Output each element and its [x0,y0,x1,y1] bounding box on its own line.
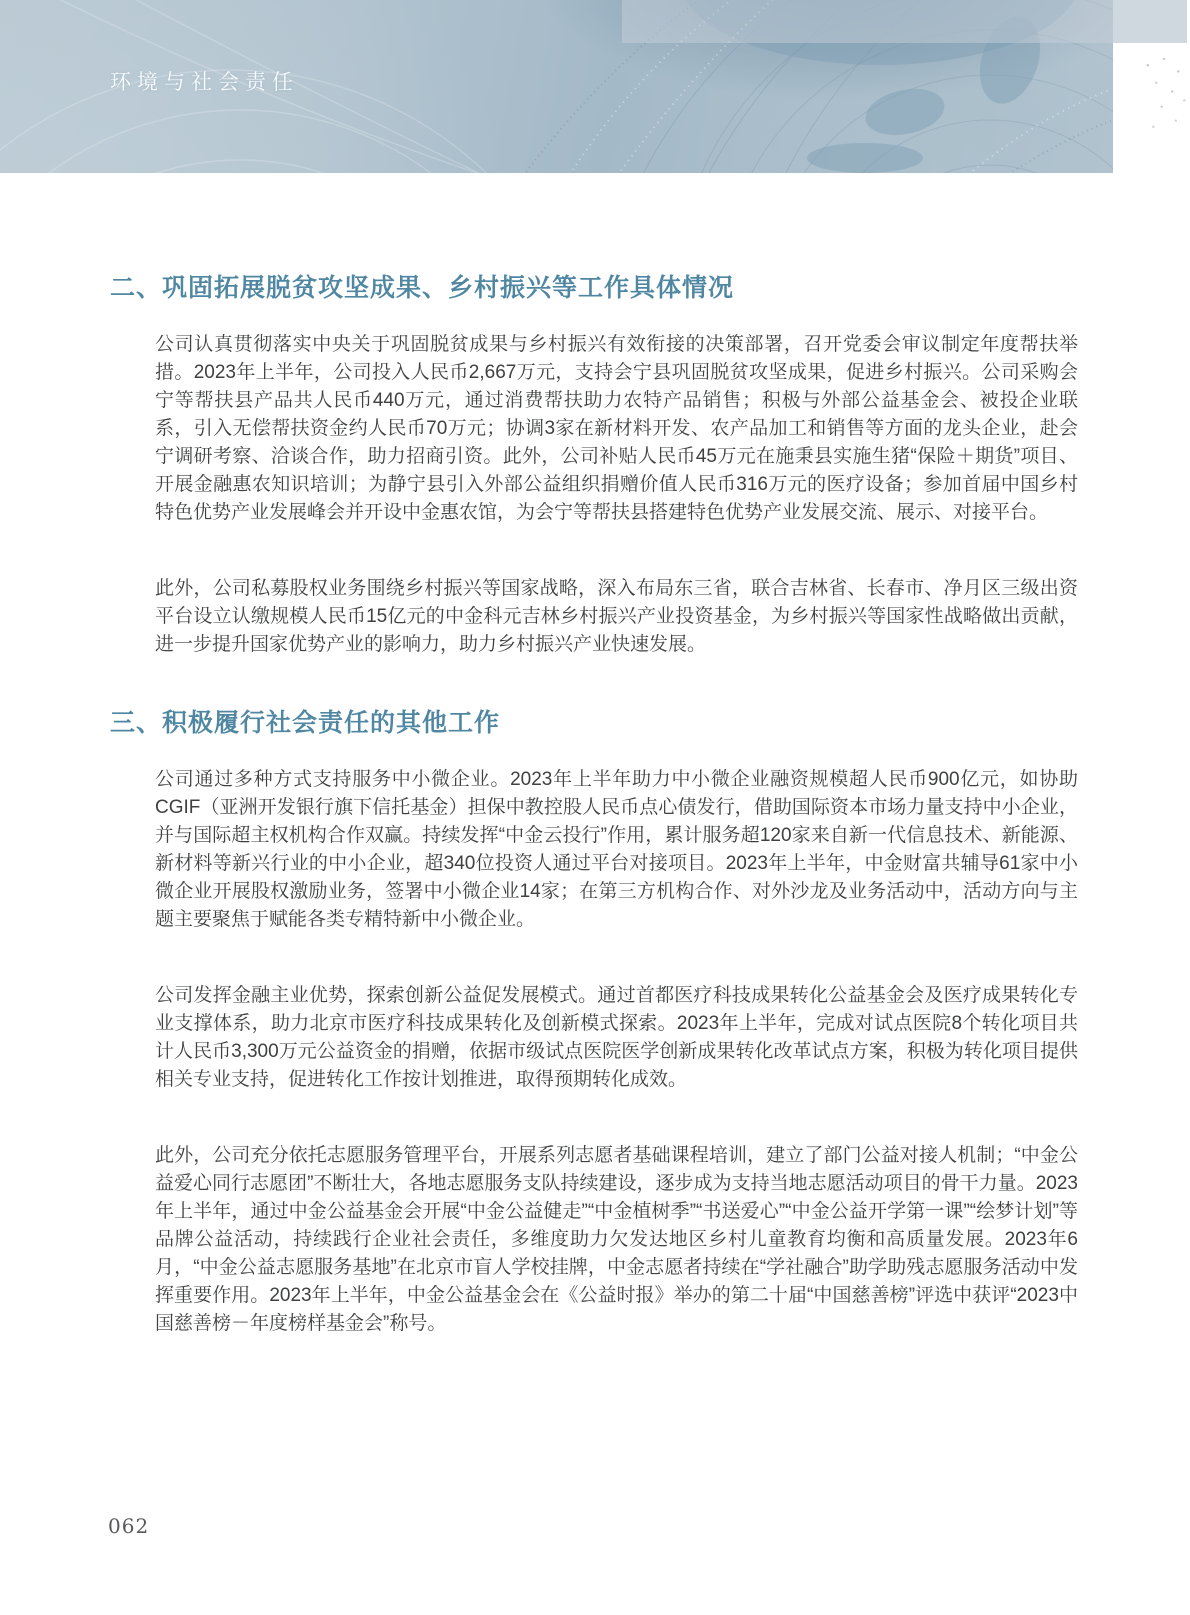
section-heading: 二、巩固拓展脱贫攻坚成果、乡村振兴等工作具体情况 [110,274,735,302]
banner-title: 环境与社会责任 [110,71,299,94]
paragraph: 公司发挥金融主业优势，探索创新公益促发展模式。通过首都医疗科技成果转化公益基金会及医疗成果转化专业支撑体系，助力北京市医疗科技成果转化及创新模式探索。2023年上半年，完成对试点医院8个转化项目共计人民币3,300万元公益资金的捐赠，依据市级试点医院医学创新成果转化改革试点方案，积极为转化项目提供相关专业支持，促进转化工作按计划推进，取得预期转化成效。 [155,985,1078,1090]
paragraph: 此外，公司私募股权业务围绕乡村振兴等国家战略，深入布局东三省，联合吉林省、长春市、净月区三级出资平台设立认缴规模人民币15亿元的中金科元吉林乡村振兴产业投资基金，为乡村振兴等国家性战略做出贡献，进一步提升国家优势产业的影响力，助力乡村振兴产业快速发展。 [155,578,1078,655]
section-poverty-alleviation [110,272,1078,659]
banner-corner-block [1113,0,1187,43]
paragraph: 此外，公司充分依托志愿服务管理平台，开展系列志愿者基础课程培训，建立了部门公益对接人机制；“中金公益爱心同行志愿团”不断壮大，各地志愿服务支队持续建设，逐步成为支持当地志愿活动项目的骨干力量。2023年上半年，通过中金公益基金会开展“中金公益健走”“中金植树季”“书送爱心”“中金公益开学第一课”“绘梦计划”等品牌公益活动，持续践行企业社会责任，多维度助力欠发达地区乡村儿童教育均衡和高质量发展。2023年6月，“中金公益志愿服务基地”在北京市盲人学校挂牌，中金志愿者持续在“学社融合”助学助残志愿服务活动中发挥重要作用。2023年上半年，中金公益基金会在《公益时报》举办的第二十届“中国慈善榜”评选中获评“2023中国慈善榜－年度榜样基金会”称号。 [155,1145,1078,1334]
paragraph: 公司通过多种方式支持服务中小微企业。2023年上半年助力中小微企业融资规模超人民币900亿元，如协助CGIF（亚洲开发银行旗下信托基金）担保中教控股人民币点心债发行，借助国际资本市场力量支持中小企业，并与国际超主权机构合作双赢。持续发挥“中金云投行”作用，累计服务超120家来自新一代信息技术、新能源、新材料等新兴行业的中小企业，超340位投资人通过平台对接项目。2023年上半年，中金财富共辅导61家中小微企业开展股权激励业务，签署中小微企业14家；在第三方机构合作、对外沙龙及业务活动中，活动方向与主题主要聚焦于赋能各类专精特新中小微企业。 [155,769,1078,930]
banner-overlay-strip [622,0,1113,43]
paragraph: 公司认真贯彻落实中央关于巩固脱贫成果与乡村振兴有效衔接的决策部署，召开党委会审议制定年度帮扶举措。2023年上半年，公司投入人民币2,667万元，支持会宁县巩固脱贫攻坚成果，促进乡村振兴。公司采购会宁等帮扶县产品共人民币440万元，通过消费帮扶助力农特产品销售；积极与外部公益基金会、被投企业联系，引入无偿帮扶资金约人民币70万元；协调3家在新材料开发、农产品加工和销售等方面的龙头企业，赴会宁调研考察、洽谈合作，助力招商引资。此外，公司补贴人民币45万元在施秉县实施生猪“保险＋期货”项目、开展金融惠农知识培训；为静宁县引入外部公益组织捐赠价值人民币316万元的医疗设备；参加首届中国乡村特色优势产业发展峰会并开设中金惠农馆，为会宁等帮扶县搭建特色优势产业发展交流、展示、对接平台。 [155,334,1078,523]
header-banner [0,0,1113,173]
banner-corner-speckle [1143,52,1190,140]
page-number: 062 [108,1514,150,1538]
report-content [0,173,1190,1386]
section-heading: 三、积极履行社会责任的其他工作 [110,709,501,737]
section-social-responsibility [110,707,1078,1338]
